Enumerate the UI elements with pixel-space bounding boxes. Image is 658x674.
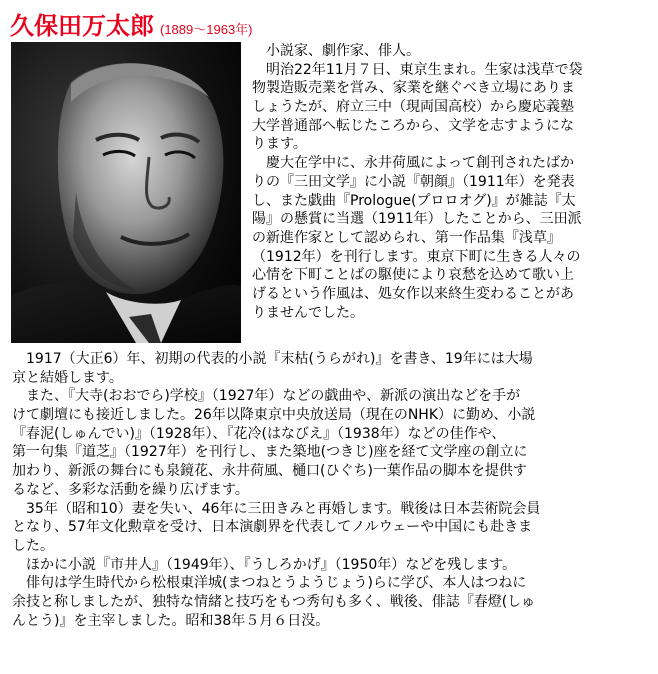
text-line: 余技と称しましたが、独特な情緒と技巧をもつ秀句も多く、戦後、俳誌『春燈(しゅ [12, 593, 536, 610]
text-line: した。 [12, 537, 54, 554]
text-line: りませんでした。 [252, 304, 364, 321]
text-line: んとう)』を主宰しました。昭和38年５月６日没。 [12, 612, 330, 629]
biography-paragraphs [12, 350, 540, 630]
text-line: 物製造販売業を営み、家業を継ぐべき立場にありま [252, 80, 575, 97]
text-line: 加わり、新派の舞台にも泉鏡花、永井荷風、樋口(ひぐち)一葉作品の脚本を提供す [12, 463, 527, 480]
text-line: 小説家、劇作家、俳人。 [252, 43, 420, 59]
page-title: 久保田万太郎 [10, 12, 154, 40]
text-line: 明治22年11月７日、東京生まれ。生家は浅草で袋 [252, 61, 583, 78]
text-line: 俳句は学生時代から松根東洋城(まつねとうようじょう)らに学び、本人はつねに [12, 575, 527, 592]
text-line: げるという作風は、処女作以来終生変わることがあ [252, 285, 574, 302]
text-line: （1912年）を刊行します。東京下町に生きる人々の [252, 248, 581, 265]
text-line: るなど、多彩な活動を繰り広げます。 [12, 481, 249, 498]
text-line: 陽』の懸賞に当選（1911年）したことから、三田派 [252, 211, 582, 228]
text-line: し、また戯曲『Prologue(プロロオグ)』が雑誌『太 [252, 192, 576, 209]
text-line: の新進作家として認められ、第一作品集『浅草』 [252, 229, 561, 246]
portrait-image [11, 42, 241, 343]
text-line: しょうたが、府立三中（現両国高校）から慶応義塾 [252, 99, 574, 116]
portrait-photo [11, 42, 241, 343]
text-line: けて劇壇にも接近しました。26年以降東京中央放送局（現在のNHK）に勤め、小説 [12, 407, 536, 424]
text-line: 京と結婚します。 [12, 369, 123, 386]
intro-paragraphs [252, 42, 582, 322]
page-header [10, 6, 253, 40]
text-line: となり、57年文化勲章を受け、日本演劇界を代表してノルウェーや中国にも赴きま [12, 519, 533, 536]
text-line: ほかに小説『市井人』（1949年）、『うしろかげ』（1950年）などを残します。 [12, 556, 517, 573]
text-line: 『春泥(しゅんでい)』（1928年）、『花冷(はなびえ』（1938年）などの佳作や、 [12, 425, 506, 442]
text-line: 心情を下町ことばの駆使により哀愁を込めて歌い上 [252, 267, 574, 284]
text-line: 35年（昭和10）妻を失い、46年に三田きみと再婚します。戦後は日本芸術院会員 [12, 500, 541, 517]
text-line: また、『大寺(おおでら)学校』（1927年）などの戯曲や、新派の演出などを手が [12, 388, 521, 405]
text-line: ります。 [252, 136, 307, 153]
life-years: (1889～1963年) [160, 22, 253, 37]
text-line: りの『三田文学』に小説『朝顔』（1911年）を発表 [252, 173, 575, 190]
text-line: 慶大在学中に、永井荷風によって創刊されたばか [252, 155, 574, 172]
text-line: 大学普通部へ転じたころから、文学を志すようにな [252, 117, 574, 134]
text-line: 1917（大正6）年、初期の代表的小説『末枯(うらがれ)』を書き、19年には大場 [12, 351, 533, 367]
text-line: 第一句集『道芝』（1927年）を刊行し、また築地(つきじ)座を経て文学座の創立に [12, 444, 528, 461]
